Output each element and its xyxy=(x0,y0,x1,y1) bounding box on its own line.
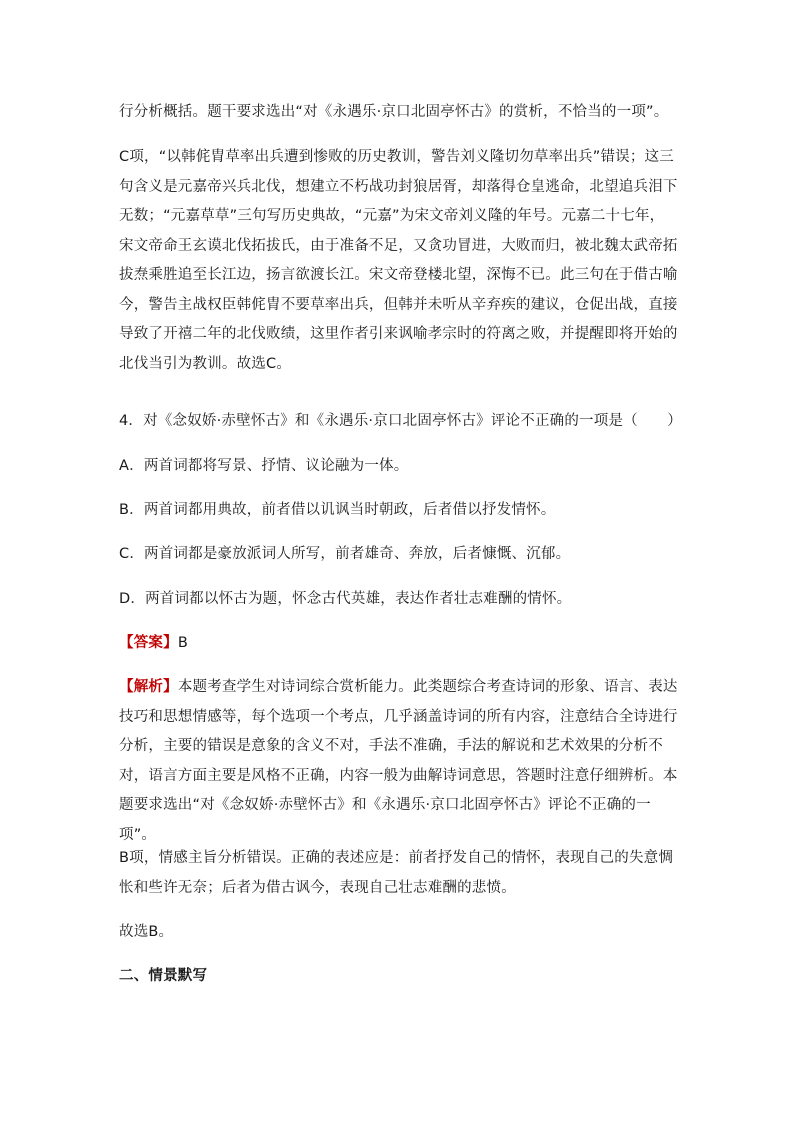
option-c-analysis: C项，“以韩侂胄草率出兵遭到惨败的历史教训，警告刘义隆切勿草率出兵”错误；这三句含义是元嘉帝兴兵北伐，想建立不朽战功封狼居胥，却落得仓皇逃命，北望追兵泪下无数；“元嘉草草”三句写历史典故，“元嘉”为宋文帝刘义隆的年号。元嘉二十七年，宋文帝命王玄谟北伐拓拔氏，由于准备不足，又贪功冒进，大败而归，被北魏太武帝拓拔焘乘胜追至长江边，扬言欲渡长江。宋文帝登楼北望，深悔不已。此三句在于借古喻今，警告主战权臣韩侂胄不要草率出兵，但韩并未听从辛弃疾的建议，仓促出战，直接导致了开禧二年的北伐败绩，这里作者引来讽喻孝宗时的符离之败，并提醒即将开始的北伐当引为教训。故选C。 xyxy=(119,149,678,372)
question-4-option-a: A．两首词都将写景、抒情、议论融为一体。 xyxy=(119,458,409,474)
answer-line xyxy=(119,629,679,659)
intro-paragraph: 行分析概括。题干要求选出“对《永遇乐·京口北固亭怀古》的赏析，不恰当的一项”。 xyxy=(119,104,669,120)
explanation-label: 【解析】 xyxy=(119,679,178,695)
option-b-analysis: B项，情感主旨分析错误。正确的表述应是：前者抒发自己的情怀，表现自己的失意惆怅和些许无奈；后者为借古讽今，表现自己壮志难酬的悲愤。 xyxy=(119,850,674,896)
explanation-paragraph xyxy=(119,673,679,850)
final-answer-line: 故选B。 xyxy=(119,924,174,940)
answer-value: B xyxy=(177,635,188,651)
question-4-option-c: C．两首词都是豪放派词人所写，前者雄奇、奔放，后者慷慨、沉郁。 xyxy=(119,546,571,562)
question-4-stem: 4．对《念奴娇·赤壁怀古》和《永遇乐·京口北固亭怀古》评论不正确的一项是（ ） xyxy=(119,413,682,429)
explanation-text: 本题考查学生对诗词综合赏析能力。此类题综合考查诗词的形象、语言、表达技巧和思想情感等，每个选项一个考点，几乎涵盖诗词的所有内容，注意结合全诗进行分析，主要的错误是意象的含义不对，手法不准确，手法的解说和艺术效果的分析不对，语言方面主要是风格不正确，内容一般为曲解诗词意思，答题时注意仔细辨析。本题要求选出“对《念奴娇·赤壁怀古》和《永遇乐·京口北固亭怀古》评论不正确的一项”。 xyxy=(119,679,678,843)
answer-label: 【答案】 xyxy=(119,635,178,651)
question-4-option-b: B．两首词都用典故，前者借以讥讽当时朝政，后者借以抒发情怀。 xyxy=(119,502,556,518)
section-heading: 二、情景默写 xyxy=(119,968,208,984)
question-4-option-d: D．两首词都以怀古为题，怀念古代英雄，表达作者壮志难酬的情怀。 xyxy=(119,591,572,607)
